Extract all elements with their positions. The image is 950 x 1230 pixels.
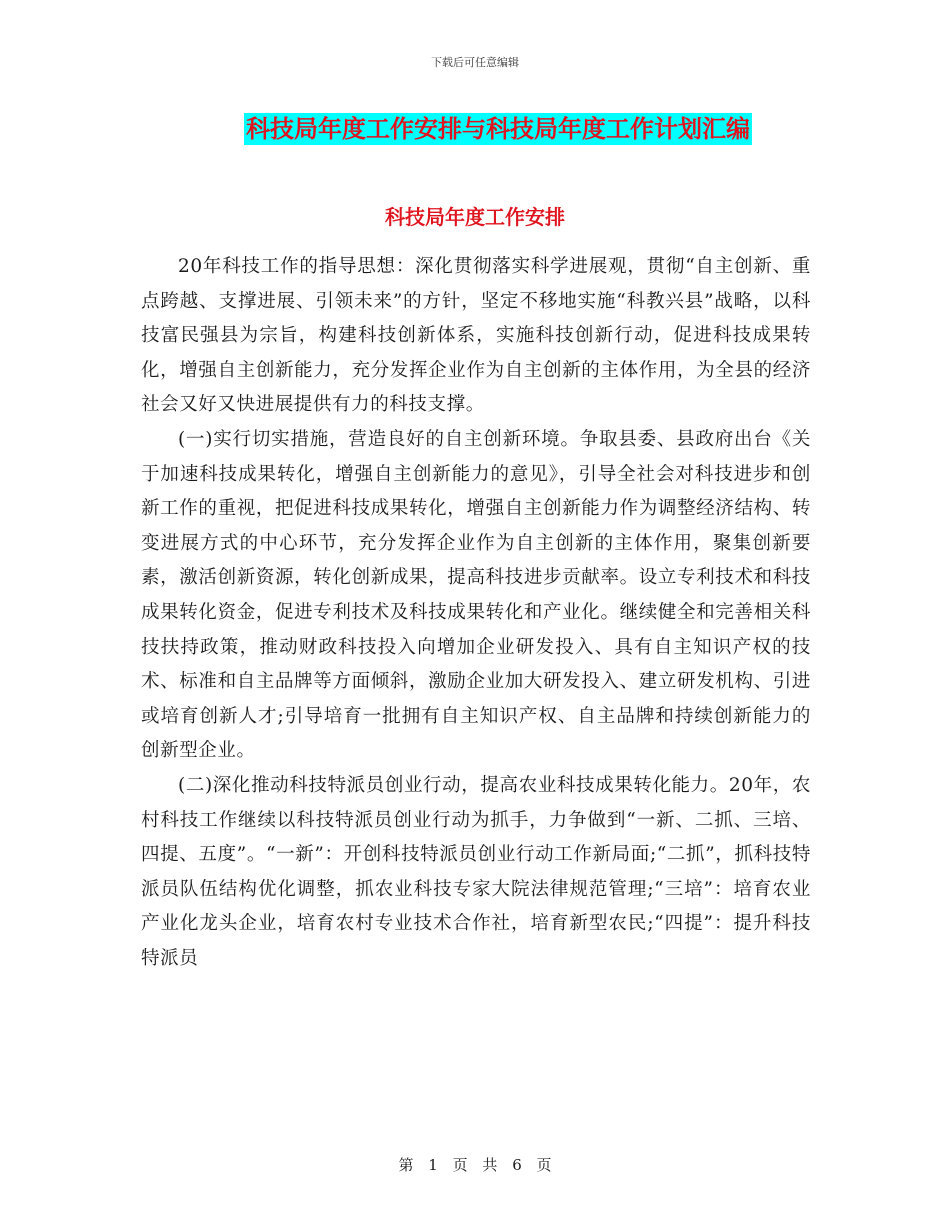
footer-page-label: 页 — [452, 1156, 468, 1174]
footer-total-suffix: 页 — [536, 1156, 552, 1174]
footer-page-number: 1 — [428, 1156, 438, 1174]
paragraph-guiding-ideology: 20年科技工作的指导思想：深化贯彻落实科学进展观，贯彻“自主创新、重点跨越、支撑进展、引领未来”的方针，坚定不移地实施“科教兴县”战略，以科技富民强县为宗旨，构建科技创新体系，实施科技创新行动，促进科技成果转化，增强自主创新能力，充分发挥企业作为自主创新的主体作用，为全县的经济社会又好又快进展提供有力的科技支撑。 — [141, 256, 811, 416]
footer-total-pages: 6 — [512, 1156, 522, 1174]
footer-prefix: 第 — [398, 1156, 414, 1174]
main-title-wrap — [0, 113, 950, 145]
page-footer — [0, 1154, 950, 1175]
main-title: 科技局年度工作安排与科技局年度工作计划汇编 — [246, 114, 750, 143]
paragraph-tech-commissioner: (二)深化推动科技特派员创业行动，提高农业科技成果转化能力。20年，农村科技工作继续以科技特派员创业行动为抓手，力争做到“一新、二抓、三培、四提、五度”。“一新”：开创科技特派员创业行动工作新局面;“二抓”，抓科技特派员队伍结构优化调整，抓农业科技专家大院法律规范管理;“三培”：培育农业产业化龙头企业，培育农村专业技术合作社，培育新型农民;“四提”：提升科技特派员 — [141, 774, 811, 969]
footer-total-label: 共 — [482, 1156, 498, 1174]
header-note: 下载后可任意编辑 — [431, 56, 519, 69]
section-title: 科技局年度工作安排 — [385, 205, 565, 229]
paragraph-innovation-environment: (一)实行切实措施，营造良好的自主创新环境。争取县委、县政府出台《关于加速科技成果转化，增强自主创新能力的意见》，引导全社会对科技进步和创新工作的重视，把促进科技成果转化，增强自主创新能力作为调整经济结构、转变进展方式的中心环节，充分发挥企业作为自主创新的主体作用，聚集创新要素，激活创新资源，转化创新成果，提高科技进步贡献率。设立专利技术和科技成果转化资金，促进专利技术及科技成果转化和产业化。继续健全和完善相关科技扶持政策，推动财政科技投入向增加企业研发投入、具有自主知识产权的技术、标准和自主品牌等方面倾斜，激励企业加大研发投入、建立研发机构、引进或培育创新人才;引导培育一批拥有自主知识产权、自主品牌和持续创新能力的创新型企业。 — [141, 428, 811, 762]
body-content — [141, 250, 811, 976]
